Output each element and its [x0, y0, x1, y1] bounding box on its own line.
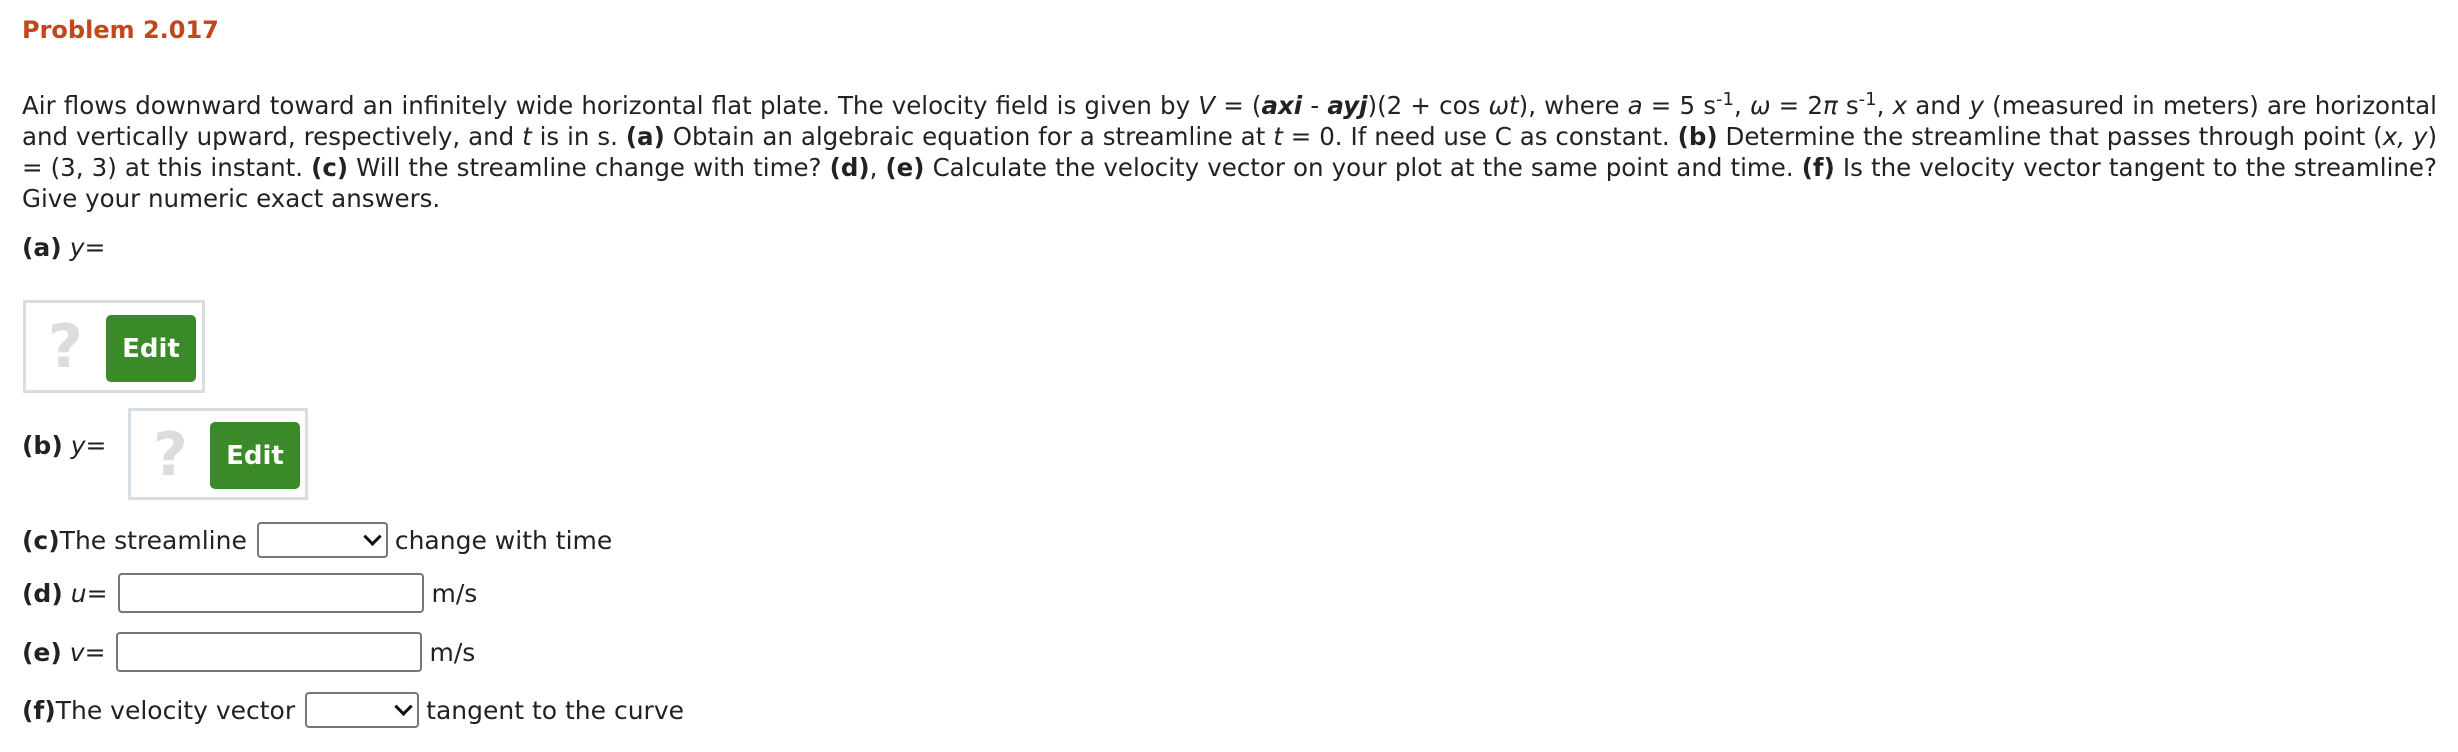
u-unit: m/s: [431, 578, 478, 608]
u-velocity-input[interactable]: [118, 573, 424, 613]
chevron-down-icon: [394, 698, 412, 716]
answer-d-row: (d) u = m/s: [22, 573, 477, 613]
chevron-down-icon: [363, 528, 381, 546]
answer-a-label: (a) y =: [22, 233, 106, 262]
edit-button-b[interactable]: Edit: [210, 422, 300, 489]
answer-f-row: [22, 692, 684, 728]
answer-f-suffix: tangent to the curve: [426, 695, 685, 725]
answer-b-math-box[interactable]: [128, 408, 308, 500]
answer-c-text: The streamline: [59, 525, 247, 555]
problem-title: Problem 2.017: [22, 16, 219, 44]
tangent-select[interactable]: [305, 692, 419, 728]
problem-statement: Air flows downward toward an infinitely wide horizontal flat plate. The velocity field is given by V = (axi - ayj)(2 + cos ωt), where a = 5 $s^{-1}$, ω = 2π $s^{-1}$, x and y (measured in meters) are horizontal and vertically upward, respectively, and t is in s. (a) Obtain an algebraic equation for a streamline at t = 0. If need use C as constant. (b) Determine the streamline that passes through point (x, y) = (3, 3) at this instant. (c) Will the streamline change with time? (d), (e) Calculate the velocity vector on your plot at the same point and time. (f) Is the velocity vector tangent to the streamline? Give your numeric exact answers.: [22, 89, 2438, 214]
answer-f-tag: (f): [22, 695, 56, 725]
cropped-text-line: [22, 740, 1022, 752]
answer-c-suffix: change with time: [394, 525, 613, 555]
answer-c-tag: (c): [22, 525, 60, 555]
question-mark-icon: ?: [48, 312, 83, 382]
v-velocity-input[interactable]: [116, 632, 422, 672]
v-unit: m/s: [429, 637, 476, 667]
question-mark-icon: ?: [153, 420, 188, 490]
streamline-change-select[interactable]: [257, 522, 388, 558]
answer-f-text: The velocity vector: [55, 695, 296, 725]
answer-e-row: (e) v = m/s: [22, 632, 475, 672]
answer-a-math-box[interactable]: [23, 300, 205, 393]
answer-b-label: (b) y =: [22, 431, 107, 460]
answer-c-row: [22, 522, 612, 558]
edit-button-a[interactable]: Edit: [106, 315, 196, 382]
